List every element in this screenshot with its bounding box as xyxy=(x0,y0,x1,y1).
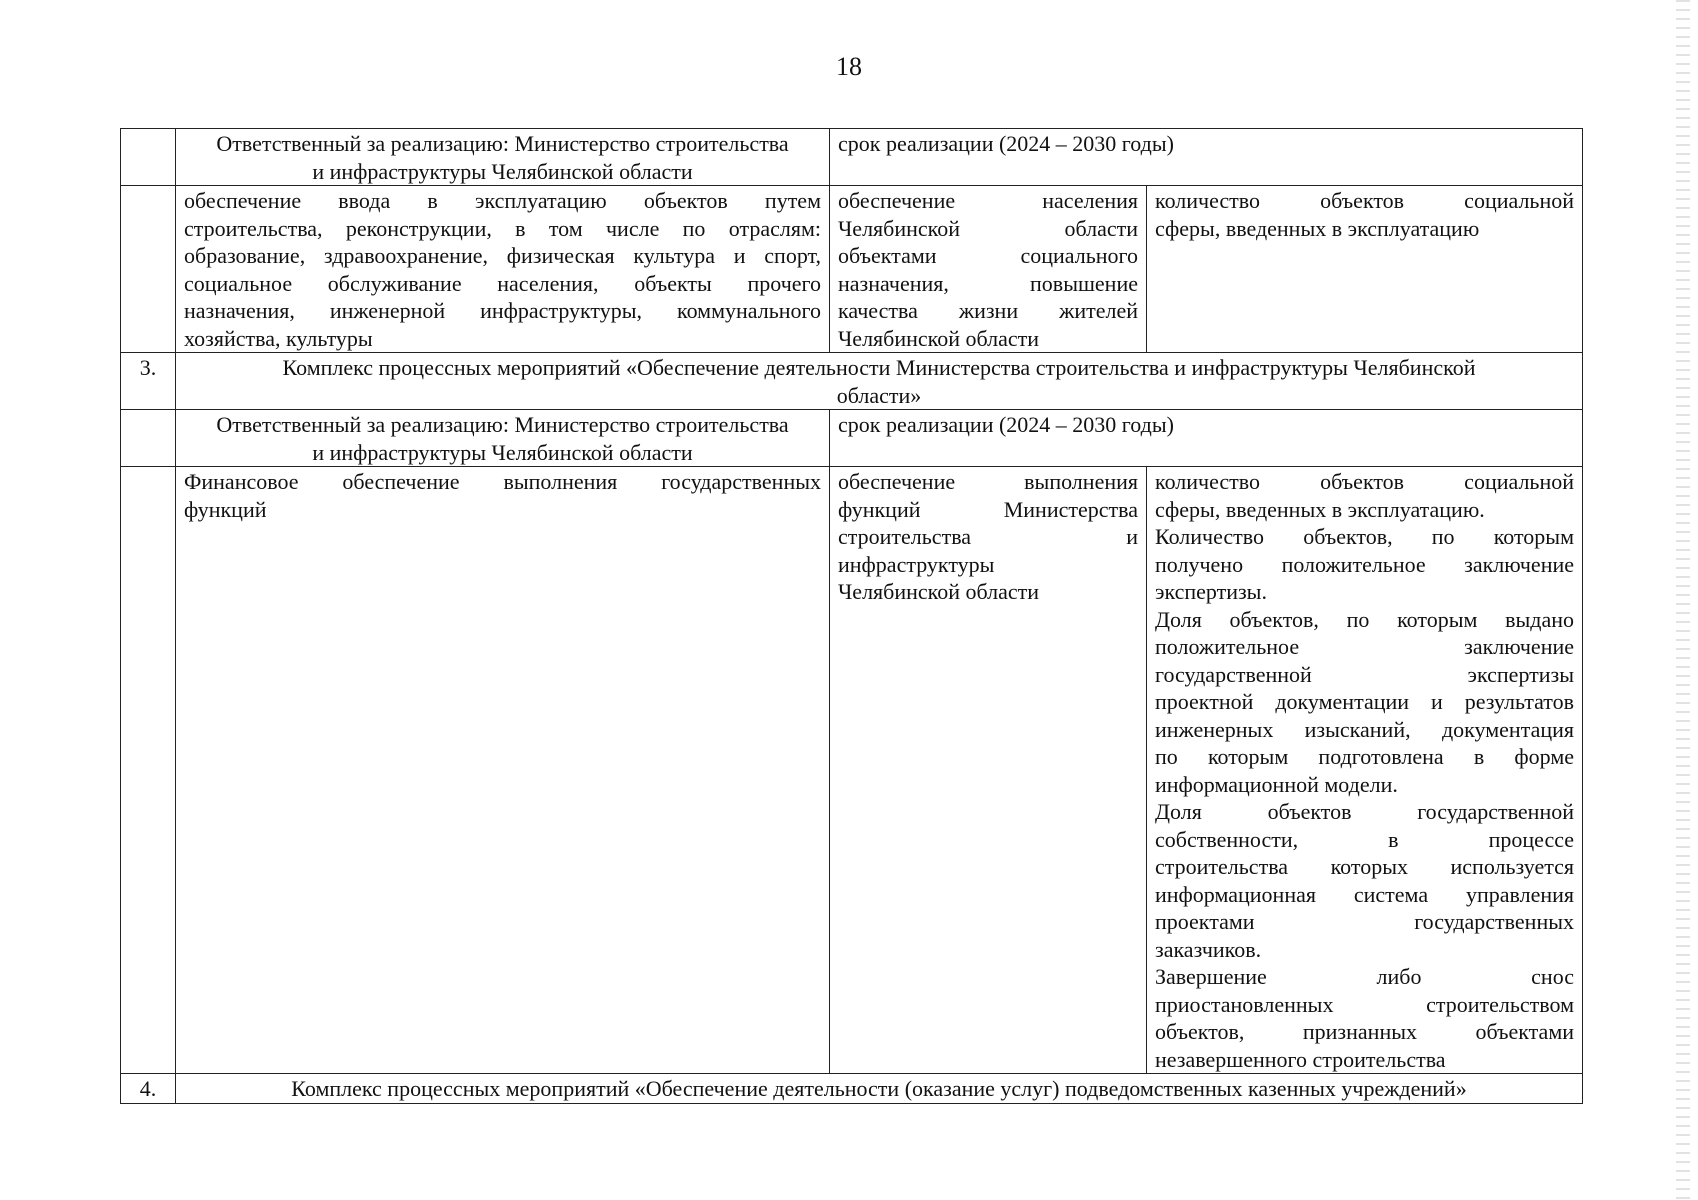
term-cell: срок реализации (2024 – 2030 годы) xyxy=(830,129,1583,186)
effect-cell: обеспечение населения Челябинской области объектами социального назначения, повышение качества жизни жителей Челябинской области xyxy=(830,186,1147,353)
page-number: 18 xyxy=(836,52,862,81)
responsible-cell: Ответственный за реализацию: Министерство строительства и инфраструктуры Челябинской области xyxy=(176,410,830,467)
row-number-cell: 4. xyxy=(121,1074,176,1104)
row-number-cell xyxy=(121,129,176,186)
table-row xyxy=(121,129,1583,186)
measures-table xyxy=(120,128,1583,1104)
indicator-cell: количество объектов социальной сферы, введенных в эксплуатацию. Количество объектов, по которым получено положительное заключение экспертизы. Доля объектов, по которым выдано положительное заключение государственной экспертизы проектной документации и результатов инженерных изысканий, документация по которым подготовлена в форме информационной модели. Доля объектов государственной собственности, в процессе строительства которых используется информационная система управления проектами государственных заказчиков. Завершение либо снос приостановленных строительством объектов, признанных объектами незавершенного строительства xyxy=(1147,467,1583,1074)
term-cell: срок реализации (2024 – 2030 годы) xyxy=(830,410,1583,467)
row-number-cell xyxy=(121,186,176,353)
scan-edge-mark xyxy=(1676,0,1690,1200)
row-number-cell: 3. xyxy=(121,353,176,410)
task-cell: обеспечение ввода в эксплуатацию объектов путем строительства, реконструкции, в том числе по отраслям: образование, здравоохранение, физическая культура и спорт, социальное обслуживание населения, объекты прочего назначения, инженерной инфраструктуры, коммунального хозяйства, культуры xyxy=(176,186,830,353)
row-number-cell xyxy=(121,467,176,1074)
table-row xyxy=(121,410,1583,467)
section-title-cell: Комплекс процессных мероприятий «Обеспечение деятельности Министерства строительства и инфраструктуры Челябинской области» xyxy=(176,353,1583,410)
section-title-cell: Комплекс процессных мероприятий «Обеспечение деятельности (оказание услуг) подведомственных казенных учреждений» xyxy=(176,1074,1583,1104)
indicator-cell: количество объектов социальной сферы, введенных в эксплуатацию xyxy=(1147,186,1583,353)
table-row xyxy=(121,186,1583,353)
table-row xyxy=(121,353,1583,410)
responsible-cell: Ответственный за реализацию: Министерство строительства и инфраструктуры Челябинской области xyxy=(176,129,830,186)
row-number-cell xyxy=(121,410,176,467)
effect-cell: обеспечение выполнения функций Министерства строительства и инфраструктуры Челябинской области xyxy=(830,467,1147,1074)
task-cell: Финансовое обеспечение выполнения государственных функций xyxy=(176,467,830,1074)
table-row xyxy=(121,1074,1583,1104)
table-row xyxy=(121,467,1583,1074)
